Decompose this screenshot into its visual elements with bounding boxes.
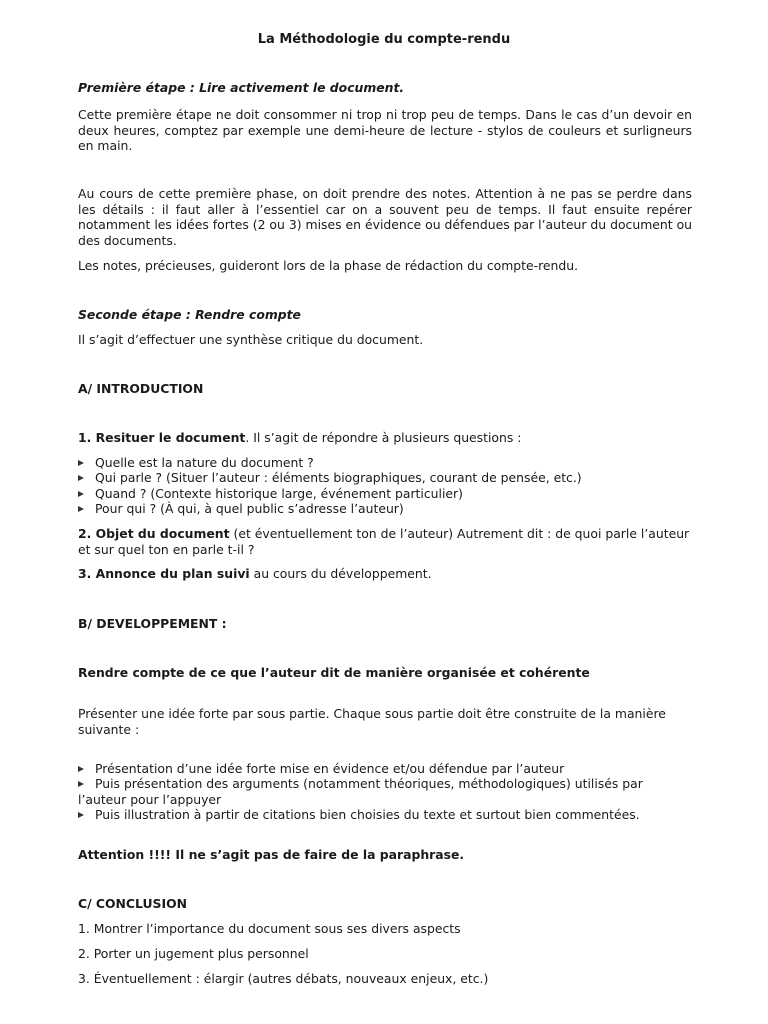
step1-heading: Première étape : Lire activement le document.	[78, 80, 405, 95]
development-subheading: Rendre compte de ce que l’auteur dit de manière organisée et cohérente	[78, 665, 590, 680]
intro-bullet-text: Quand ? (Contexte historique large, événement particulier)	[95, 486, 463, 501]
intro-bullet-text: Pour qui ? (À qui, à quel public s’adresse l’auteur)	[95, 501, 404, 516]
development-paragraph: Présenter une idée forte par sous partie. Chaque sous partie doit être construite de la manière suivante :	[78, 706, 666, 737]
conclusion-heading: C/ CONCLUSION	[78, 896, 187, 911]
step1-paragraph-2: Au cours de cette première phase, on doit prendre des notes. Attention à ne pas se perdre dans les détails : il faut aller à l’essentiel car on a souvent peu de temps. Il faut ensuite repérer notamment les idées fortes (2 ou 3) mises en évidence ou défendues par l’auteur du document ou des documents.	[78, 186, 692, 248]
intro-item-2-text: (et éventuellement ton de l’auteur) Autrement dit : de quoi parle l’auteur et sur quel ton en parle t-il ?	[78, 526, 690, 557]
intro-item-3-text: au cours du développement.	[249, 566, 432, 581]
development-bullet	[78, 761, 692, 777]
triangle-bullet-icon	[78, 491, 84, 497]
development-bullet	[78, 776, 692, 807]
intro-bullet-text: Qui parle ? (Situer l’auteur : éléments biographiques, courant de pensée, etc.)	[95, 470, 582, 485]
intro-bullet	[78, 486, 692, 502]
intro-bullet	[78, 470, 692, 486]
step1-paragraph-1: Cette première étape ne doit consommer ni trop ni trop peu de temps. Dans le cas d’un devoir en deux heures, comptez par exemple une demi-heure de lecture - stylos de couleurs et surligneurs en main.	[78, 107, 692, 153]
intro-item-1-label: 1. Resituer le document	[78, 430, 246, 445]
development-bullet	[78, 807, 692, 823]
paraphrase-warning: Attention !!!! Il ne s’agit pas de faire de la paraphrase.	[78, 847, 465, 862]
step1-paragraph-3: Les notes, précieuses, guideront lors de la phase de rédaction du compte-rendu.	[78, 258, 579, 273]
triangle-bullet-icon	[78, 766, 84, 772]
intro-item-3	[78, 566, 692, 582]
step2-heading: Seconde étape : Rendre compte	[78, 307, 301, 322]
triangle-bullet-icon	[78, 781, 84, 787]
intro-bullet	[78, 455, 692, 471]
intro-item-1-text: . Il s’agit de répondre à plusieurs questions :	[245, 430, 522, 445]
conclusion-item: 2. Porter un jugement plus personnel	[78, 946, 309, 961]
intro-bullet-text: Quelle est la nature du document ?	[95, 455, 314, 470]
development-heading: B/ DEVELOPPEMENT :	[78, 616, 227, 631]
intro-item-2-label: 2. Objet du document	[78, 526, 230, 541]
intro-bullet	[78, 501, 692, 517]
conclusion-item: 1. Montrer l’importance du document sous ses divers aspects	[78, 921, 461, 936]
conclusion-item: 3. Éventuellement : élargir (autres débats, nouveaux enjeux, etc.)	[78, 971, 489, 986]
development-bullet-text: Puis illustration à partir de citations bien choisies du texte et surtout bien commentées.	[95, 807, 640, 822]
triangle-bullet-icon	[78, 506, 84, 512]
triangle-bullet-icon	[78, 460, 84, 466]
triangle-bullet-icon	[78, 812, 84, 818]
triangle-bullet-icon	[78, 475, 84, 481]
intro-item-1	[78, 430, 692, 446]
step2-paragraph-1: Il s’agit d’effectuer une synthèse critique du document.	[78, 332, 424, 347]
intro-item-2	[78, 526, 692, 557]
intro-item-3-label: 3. Annonce du plan suivi	[78, 566, 250, 581]
development-bullet-text: Présentation d’une idée forte mise en évidence et/ou défendue par l’auteur	[95, 761, 565, 776]
intro-heading: A/ INTRODUCTION	[78, 381, 204, 396]
document-title: La Méthodologie du compte-rendu	[257, 32, 511, 47]
development-bullet-text: Puis présentation des arguments (notamment théoriques, méthodologiques) utilisés par l’auteur pour l’appuyer	[78, 776, 643, 807]
